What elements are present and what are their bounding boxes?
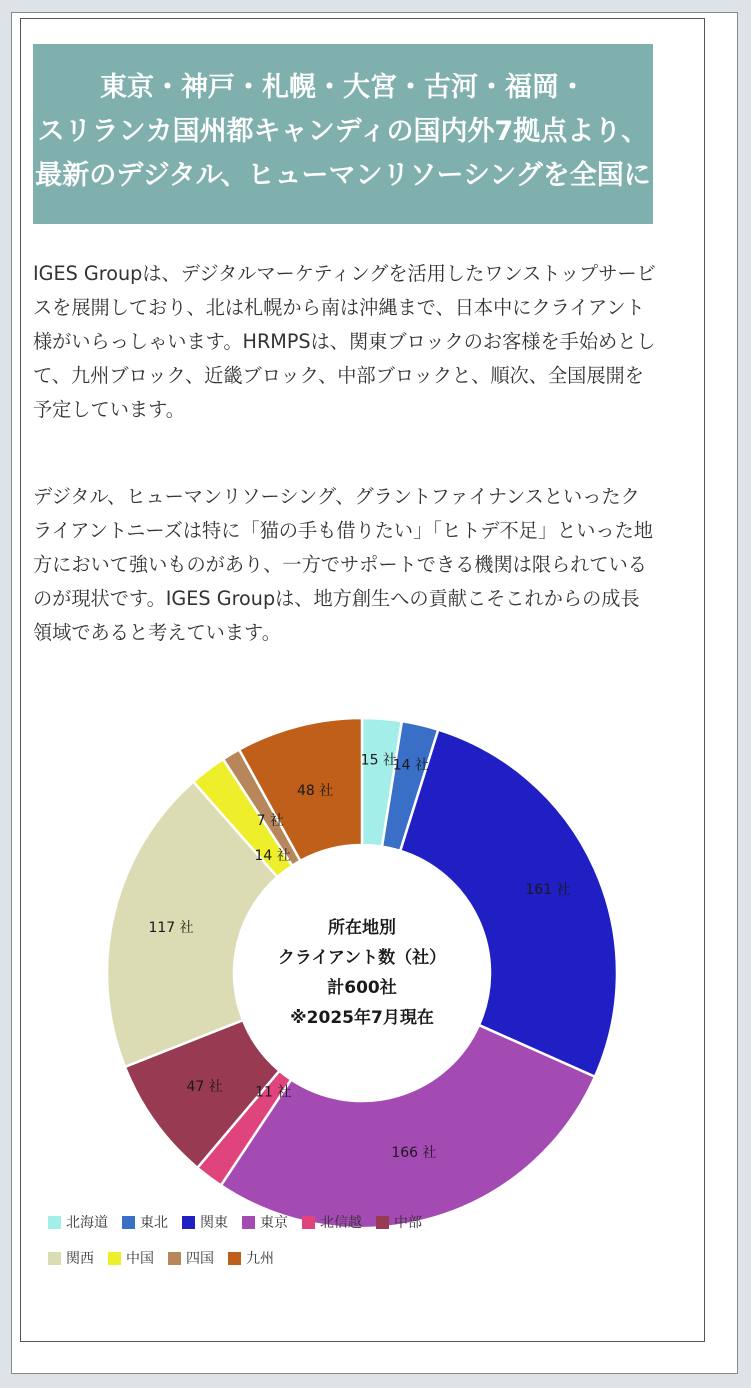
legend-item-5 [376,1212,422,1232]
legend-label: 北海道 [66,1215,108,1231]
legend-swatch [302,1216,315,1229]
legend-swatch [48,1252,61,1265]
donut-hole [235,846,489,1100]
value-label-1: 14 社 [392,757,430,774]
headline-line-2: スリランカ国州都キャンディの国内外7拠点より、 [37,116,649,147]
center-text-1: クライアント数（社） [277,948,447,968]
legend-swatch [182,1216,195,1229]
legend-label: 四国 [186,1251,214,1267]
center-label [235,846,489,1100]
legend-swatch [122,1216,135,1229]
legend-item-1 [122,1212,168,1232]
value-label-2: 161 社 [525,882,571,899]
legend-label: 東京 [260,1215,288,1231]
legend-swatch [242,1216,255,1229]
center-text-0: 所在地別 [328,918,396,938]
legend-label: 九州 [246,1251,274,1267]
legend-item-0 [48,1212,108,1232]
legend-label: 関東 [200,1215,228,1231]
legend-label: 東北 [140,1215,168,1231]
value-label-4: 11 社 [255,1084,292,1101]
center-text-2: 計600社 [327,978,397,998]
legend-swatch [108,1252,121,1265]
legend-swatch [228,1252,241,1265]
value-label-8: 7 社 [256,812,285,829]
legend-swatch [168,1252,181,1265]
value-label-9: 48 社 [296,783,334,800]
legend-swatch [376,1216,389,1229]
legend-item-8 [168,1248,214,1268]
legend-item-6 [48,1248,94,1268]
legend-swatch [48,1216,61,1229]
legend-label: 中国 [126,1251,154,1267]
value-label-5: 47 社 [186,1079,223,1096]
legend-label: 北信越 [320,1215,362,1231]
legend-item-3 [242,1212,288,1232]
value-label-0: 15 社 [360,752,397,769]
intro-paragraph: IGES Groupは、デジタルマーケティングを活用したワンストップサービスを展開しており、北は札幌から南は沖縄まで、日本中にクライアント様がいらっしゃいます。HRMPSは、関東ブロックのお客様を手始めとして、九州ブロック、近畿ブロック、中部ブロックと、順次、全国展開を予定しています。 [33,262,656,421]
legend-item-9 [228,1248,274,1268]
headline-line-1: 東京・神戸・札幌・大宮・古河・福岡・ [100,72,586,103]
value-label-6: 117 社 [148,920,194,937]
value-label-3: 166 社 [391,1144,437,1161]
legend-label: 関西 [66,1251,94,1267]
legend-item-2 [182,1212,228,1232]
legend-item-4 [302,1212,362,1232]
chart-legend [48,1212,568,1268]
legend-label: 中部 [394,1215,422,1231]
value-label-7: 14 社 [254,848,291,865]
legend-item-7 [108,1248,154,1268]
regional-paragraph: デジタル、ヒューマンリソーシング、グラントファイナンスといったクライアントニーズは特に「猫の手も借りたい」「ヒトデ不足」といった地方において強いものがあり、一方でサポートできる機関は限られているのが現状です。IGES Groupは、地方創生への貢献こそこれからの成長領域であると考えています。 [33,485,653,644]
headline-line-3: 最新のデジタル、ヒューマンリソーシングを全国に [35,160,651,191]
center-text-3: ※2025年7月現在 [290,1008,434,1028]
